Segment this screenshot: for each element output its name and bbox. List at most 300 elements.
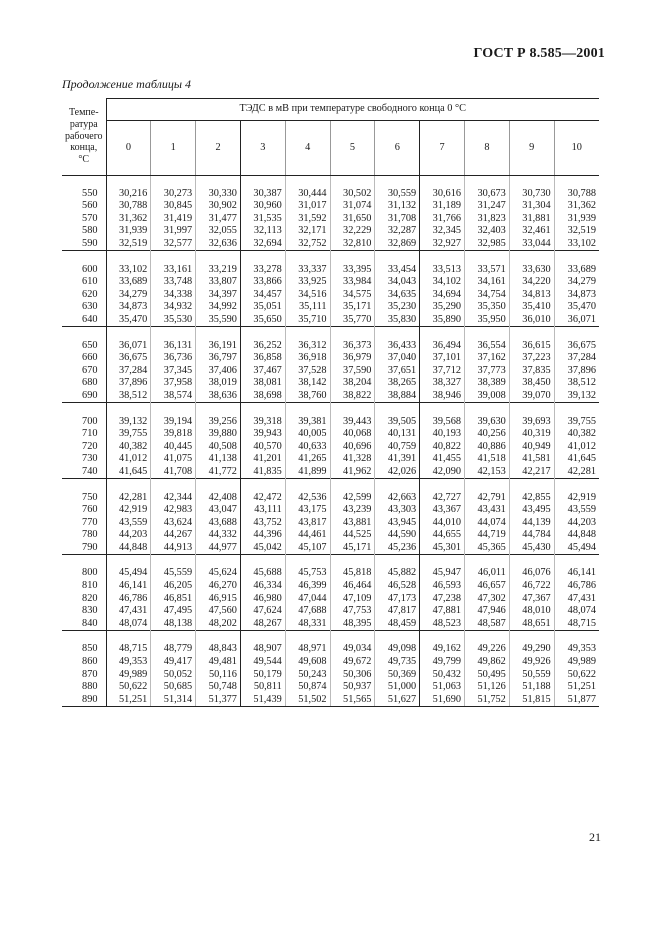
- emf-value-cell: 34,161: [465, 276, 510, 289]
- emf-value-cell: 33,044: [509, 238, 554, 251]
- emf-value-cell: 45,882: [375, 567, 420, 580]
- emf-value-cell: 41,645: [554, 453, 599, 466]
- emf-value-cell: 37,958: [151, 377, 196, 390]
- table-row: [62, 669, 599, 682]
- row-header-line: рабочего: [64, 130, 103, 142]
- emf-value-cell: 48,523: [420, 618, 465, 631]
- emf-value-cell: 36,131: [151, 339, 196, 352]
- emf-value-cell: 49,353: [106, 656, 151, 669]
- emf-value-cell: 32,519: [106, 238, 151, 251]
- emf-value-cell: 50,306: [330, 669, 375, 682]
- emf-value-cell: 39,443: [330, 415, 375, 428]
- emf-value-cell: 41,518: [465, 453, 510, 466]
- emf-value-cell: 40,696: [330, 441, 375, 454]
- temperature-cell: 580: [62, 225, 106, 238]
- emf-value-cell: 44,203: [554, 517, 599, 530]
- emf-value-cell: 47,688: [285, 605, 330, 618]
- emf-value-cell: 30,273: [151, 188, 196, 201]
- emf-value-cell: 50,748: [196, 681, 241, 694]
- emf-value-cell: 51,627: [375, 694, 420, 707]
- table-row: [62, 365, 599, 378]
- emf-value-cell: 51,877: [554, 694, 599, 707]
- emf-value-cell: 44,655: [420, 529, 465, 542]
- emf-value-cell: 45,753: [285, 567, 330, 580]
- emf-value-cell: 42,791: [465, 491, 510, 504]
- group-spacer: [62, 251, 599, 264]
- column-header: 6: [375, 121, 420, 176]
- emf-value-cell: 44,139: [509, 517, 554, 530]
- emf-value-cell: 42,855: [509, 491, 554, 504]
- temperature-cell: 730: [62, 453, 106, 466]
- group-spacer: [62, 327, 599, 340]
- emf-value-cell: 43,752: [240, 517, 285, 530]
- emf-value-cell: 31,939: [554, 213, 599, 226]
- emf-value-cell: 51,377: [196, 694, 241, 707]
- table-row: [62, 593, 599, 606]
- table-row: [62, 542, 599, 555]
- emf-value-cell: 48,651: [509, 618, 554, 631]
- emf-value-cell: 50,937: [330, 681, 375, 694]
- emf-value-cell: 31,881: [509, 213, 554, 226]
- emf-value-cell: 32,519: [554, 225, 599, 238]
- emf-value-cell: 31,708: [375, 213, 420, 226]
- emf-value-cell: 33,748: [151, 276, 196, 289]
- emf-value-cell: 50,622: [554, 669, 599, 682]
- table-row: [62, 238, 599, 251]
- temperature-cell: 880: [62, 681, 106, 694]
- temperature-cell: 560: [62, 200, 106, 213]
- emf-value-cell: 34,220: [509, 276, 554, 289]
- emf-value-cell: 48,587: [465, 618, 510, 631]
- column-header: 3: [240, 121, 285, 176]
- emf-value-cell: 48,779: [151, 643, 196, 656]
- table-row: [62, 339, 599, 352]
- emf-value-cell: 31,997: [151, 225, 196, 238]
- emf-value-cell: 42,919: [106, 504, 151, 517]
- emf-value-cell: 47,817: [375, 605, 420, 618]
- emf-value-cell: 36,615: [509, 339, 554, 352]
- emf-value-cell: 38,512: [554, 377, 599, 390]
- emf-value-cell: 39,505: [375, 415, 420, 428]
- table-row: [62, 263, 599, 276]
- emf-value-cell: 37,712: [420, 365, 465, 378]
- emf-value-cell: 37,040: [375, 352, 420, 365]
- table-row: [62, 415, 599, 428]
- emf-group-header: ТЭДС в мВ при температуре свободного конца 0 °С: [106, 99, 599, 121]
- emf-value-cell: 46,528: [375, 580, 420, 593]
- temperature-cell: 640: [62, 314, 106, 327]
- table-row: [62, 491, 599, 504]
- column-header: 7: [420, 121, 465, 176]
- emf-value-cell: 41,201: [240, 453, 285, 466]
- emf-value-cell: 44,267: [151, 529, 196, 542]
- emf-value-cell: 39,880: [196, 428, 241, 441]
- temperature-cell: 590: [62, 238, 106, 251]
- emf-value-cell: 49,799: [420, 656, 465, 669]
- emf-value-cell: 47,109: [330, 593, 375, 606]
- temperature-cell: 780: [62, 529, 106, 542]
- column-header: 8: [465, 121, 510, 176]
- emf-value-cell: 41,012: [554, 441, 599, 454]
- emf-value-cell: 41,835: [240, 466, 285, 479]
- table-row: [62, 694, 599, 707]
- emf-value-cell: 44,332: [196, 529, 241, 542]
- emf-value-cell: 43,688: [196, 517, 241, 530]
- emf-value-cell: 33,807: [196, 276, 241, 289]
- table-row: [62, 377, 599, 390]
- emf-value-cell: 42,983: [151, 504, 196, 517]
- emf-value-cell: 37,467: [240, 365, 285, 378]
- emf-value-cell: 44,590: [375, 529, 420, 542]
- emf-value-cell: 48,267: [240, 618, 285, 631]
- emf-value-cell: 31,939: [106, 225, 151, 238]
- emf-value-cell: 50,874: [285, 681, 330, 694]
- table-body: [62, 175, 599, 707]
- column-header: 4: [285, 121, 330, 176]
- emf-value-cell: 34,932: [151, 301, 196, 314]
- emf-value-cell: 51,188: [509, 681, 554, 694]
- emf-value-cell: 34,694: [420, 289, 465, 302]
- emf-value-cell: 46,076: [509, 567, 554, 580]
- emf-value-cell: 31,074: [330, 200, 375, 213]
- emf-value-cell: 38,265: [375, 377, 420, 390]
- emf-value-cell: 39,318: [240, 415, 285, 428]
- emf-value-cell: 34,754: [465, 289, 510, 302]
- emf-value-cell: 35,830: [375, 314, 420, 327]
- emf-value-cell: 43,431: [465, 504, 510, 517]
- table-row: [62, 681, 599, 694]
- table-row: [62, 504, 599, 517]
- standard-designation: ГОСТ Р 8.585—2001: [473, 46, 605, 61]
- emf-value-cell: 43,303: [375, 504, 420, 517]
- group-spacer: [62, 479, 599, 492]
- emf-value-cell: 38,019: [196, 377, 241, 390]
- temperature-cell: 600: [62, 263, 106, 276]
- emf-value-cell: 30,616: [420, 188, 465, 201]
- emf-value-cell: 47,044: [285, 593, 330, 606]
- emf-value-cell: 36,797: [196, 352, 241, 365]
- emf-value-cell: 39,755: [106, 428, 151, 441]
- emf-value-cell: 38,636: [196, 390, 241, 403]
- emf-value-cell: 33,102: [106, 263, 151, 276]
- emf-value-cell: 34,397: [196, 289, 241, 302]
- emf-value-cell: 46,270: [196, 580, 241, 593]
- emf-value-cell: 37,345: [151, 365, 196, 378]
- table-row: [62, 225, 599, 238]
- emf-value-cell: 37,651: [375, 365, 420, 378]
- emf-value-cell: 43,624: [151, 517, 196, 530]
- emf-value-cell: 40,382: [106, 441, 151, 454]
- emf-value-cell: 47,753: [330, 605, 375, 618]
- temperature-cell: 620: [62, 289, 106, 302]
- emf-value-cell: 31,650: [330, 213, 375, 226]
- emf-value-cell: 35,710: [285, 314, 330, 327]
- temperature-cell: 840: [62, 618, 106, 631]
- table-row: [62, 390, 599, 403]
- emf-value-cell: 32,171: [285, 225, 330, 238]
- emf-value-cell: 36,675: [106, 352, 151, 365]
- emf-value-cell: 49,098: [375, 643, 420, 656]
- temperature-cell: 650: [62, 339, 106, 352]
- emf-value-cell: 33,689: [554, 263, 599, 276]
- emf-value-cell: 33,337: [285, 263, 330, 276]
- emf-value-cell: 51,126: [465, 681, 510, 694]
- temperature-column-header: [62, 99, 106, 176]
- emf-value-cell: 33,984: [330, 276, 375, 289]
- emf-value-cell: 51,565: [330, 694, 375, 707]
- temperature-cell: 660: [62, 352, 106, 365]
- emf-value-cell: 31,304: [509, 200, 554, 213]
- row-header-line: Темпе-: [68, 107, 99, 118]
- emf-value-cell: 35,470: [106, 314, 151, 327]
- emf-value-cell: 49,989: [554, 656, 599, 669]
- temperature-cell: 550: [62, 188, 106, 201]
- emf-value-cell: 44,010: [420, 517, 465, 530]
- emf-value-cell: 30,788: [106, 200, 151, 213]
- emf-value-cell: 39,755: [554, 415, 599, 428]
- emf-value-cell: 44,848: [106, 542, 151, 555]
- emf-value-cell: 31,419: [151, 213, 196, 226]
- emf-value-cell: 39,256: [196, 415, 241, 428]
- emf-value-cell: 32,636: [196, 238, 241, 251]
- emf-value-cell: 50,559: [509, 669, 554, 682]
- column-header: 2: [196, 121, 241, 176]
- emf-value-cell: 51,752: [465, 694, 510, 707]
- emf-value-cell: 39,194: [151, 415, 196, 428]
- table-row: [62, 580, 599, 593]
- emf-value-cell: 50,369: [375, 669, 420, 682]
- emf-value-cell: 36,918: [285, 352, 330, 365]
- emf-value-cell: 45,947: [420, 567, 465, 580]
- emf-value-cell: 50,179: [240, 669, 285, 682]
- emf-value-cell: 40,005: [285, 428, 330, 441]
- group-spacer: [62, 631, 599, 644]
- column-header: 1: [151, 121, 196, 176]
- emf-value-cell: 51,690: [420, 694, 465, 707]
- emf-value-cell: 30,330: [196, 188, 241, 201]
- emf-value-cell: 32,985: [465, 238, 510, 251]
- emf-value-cell: 49,989: [106, 669, 151, 682]
- emf-value-cell: 44,396: [240, 529, 285, 542]
- table-row: [62, 656, 599, 669]
- emf-value-cell: 48,074: [106, 618, 151, 631]
- emf-value-cell: 47,431: [554, 593, 599, 606]
- emf-value-cell: 47,302: [465, 593, 510, 606]
- emf-value-cell: 44,977: [196, 542, 241, 555]
- emf-value-cell: 45,494: [554, 542, 599, 555]
- emf-value-cell: 40,068: [330, 428, 375, 441]
- emf-value-cell: 40,319: [509, 428, 554, 441]
- emf-value-cell: 41,581: [509, 453, 554, 466]
- emf-value-cell: 33,161: [151, 263, 196, 276]
- emf-value-cell: 44,203: [106, 529, 151, 542]
- emf-value-cell: 49,034: [330, 643, 375, 656]
- emf-value-cell: 44,461: [285, 529, 330, 542]
- emf-value-cell: 42,153: [465, 466, 510, 479]
- emf-value-cell: 36,858: [240, 352, 285, 365]
- emf-value-cell: 51,502: [285, 694, 330, 707]
- emf-value-cell: 39,568: [420, 415, 465, 428]
- emf-value-cell: 37,101: [420, 352, 465, 365]
- emf-value-cell: 32,752: [285, 238, 330, 251]
- emf-value-cell: 38,822: [330, 390, 375, 403]
- emf-value-cell: 37,406: [196, 365, 241, 378]
- emf-value-cell: 45,365: [465, 542, 510, 555]
- emf-value-cell: 37,223: [509, 352, 554, 365]
- emf-value-cell: 49,226: [465, 643, 510, 656]
- emf-value-cell: 31,362: [106, 213, 151, 226]
- emf-value-cell: 45,236: [375, 542, 420, 555]
- emf-value-cell: 50,243: [285, 669, 330, 682]
- emf-value-cell: 38,946: [420, 390, 465, 403]
- emf-value-cell: 46,141: [106, 580, 151, 593]
- page-number: 21: [589, 830, 601, 844]
- column-header: 9: [509, 121, 554, 176]
- emf-value-cell: 35,530: [151, 314, 196, 327]
- emf-value-cell: 51,251: [554, 681, 599, 694]
- emf-value-cell: 48,395: [330, 618, 375, 631]
- emf-value-cell: 37,896: [554, 365, 599, 378]
- emf-value-cell: 35,470: [554, 301, 599, 314]
- column-header-row: [62, 121, 599, 176]
- emf-value-cell: 45,430: [509, 542, 554, 555]
- emf-value-cell: 49,862: [465, 656, 510, 669]
- emf-value-cell: 40,949: [509, 441, 554, 454]
- emf-value-cell: 33,513: [420, 263, 465, 276]
- temperature-cell: 720: [62, 441, 106, 454]
- emf-value-cell: 34,279: [554, 276, 599, 289]
- emf-value-cell: 34,873: [106, 301, 151, 314]
- emf-value-cell: 40,633: [285, 441, 330, 454]
- temperature-cell: 670: [62, 365, 106, 378]
- emf-value-cell: 43,495: [509, 504, 554, 517]
- emf-value-cell: 37,284: [106, 365, 151, 378]
- emf-table: [62, 98, 599, 707]
- emf-value-cell: 31,017: [285, 200, 330, 213]
- emf-value-cell: 40,886: [465, 441, 510, 454]
- emf-value-cell: 32,055: [196, 225, 241, 238]
- emf-value-cell: 33,571: [465, 263, 510, 276]
- emf-value-cell: 41,962: [330, 466, 375, 479]
- emf-value-cell: 44,525: [330, 529, 375, 542]
- emf-value-cell: 49,672: [330, 656, 375, 669]
- table-continuation-caption: Продолжение таблицы 4: [62, 77, 192, 91]
- emf-value-cell: 32,113: [240, 225, 285, 238]
- table-row: [62, 276, 599, 289]
- table-row: [62, 441, 599, 454]
- emf-value-cell: 39,132: [106, 415, 151, 428]
- emf-value-cell: 43,367: [420, 504, 465, 517]
- table-row: [62, 529, 599, 542]
- emf-value-cell: 33,925: [285, 276, 330, 289]
- emf-value-cell: 45,042: [240, 542, 285, 555]
- temperature-cell: 690: [62, 390, 106, 403]
- emf-value-cell: 41,138: [196, 453, 241, 466]
- emf-value-cell: 45,494: [106, 567, 151, 580]
- emf-value-cell: 35,051: [240, 301, 285, 314]
- temperature-cell: 760: [62, 504, 106, 517]
- emf-value-cell: 31,132: [375, 200, 420, 213]
- emf-value-cell: 35,410: [509, 301, 554, 314]
- emf-value-cell: 37,528: [285, 365, 330, 378]
- emf-value-cell: 45,688: [240, 567, 285, 580]
- emf-value-cell: 49,544: [240, 656, 285, 669]
- emf-value-cell: 34,813: [509, 289, 554, 302]
- emf-value-cell: 30,960: [240, 200, 285, 213]
- temperature-cell: 790: [62, 542, 106, 555]
- emf-value-cell: 46,011: [465, 567, 510, 580]
- emf-value-cell: 48,331: [285, 618, 330, 631]
- emf-value-cell: 40,570: [240, 441, 285, 454]
- table-row: [62, 213, 599, 226]
- emf-value-cell: 37,590: [330, 365, 375, 378]
- emf-value-cell: 47,238: [420, 593, 465, 606]
- emf-value-cell: 50,811: [240, 681, 285, 694]
- emf-value-cell: 40,508: [196, 441, 241, 454]
- temperature-cell: 570: [62, 213, 106, 226]
- emf-value-cell: 41,899: [285, 466, 330, 479]
- emf-value-cell: 35,290: [420, 301, 465, 314]
- emf-value-cell: 32,461: [509, 225, 554, 238]
- emf-value-cell: 37,896: [106, 377, 151, 390]
- emf-value-cell: 41,012: [106, 453, 151, 466]
- temperature-cell: 810: [62, 580, 106, 593]
- emf-value-cell: 46,915: [196, 593, 241, 606]
- emf-value-cell: 32,229: [330, 225, 375, 238]
- emf-value-cell: 38,450: [509, 377, 554, 390]
- emf-value-cell: 42,026: [375, 466, 420, 479]
- emf-value-cell: 36,494: [420, 339, 465, 352]
- emf-value-cell: 41,455: [420, 453, 465, 466]
- emf-value-cell: 46,722: [509, 580, 554, 593]
- emf-value-cell: 33,866: [240, 276, 285, 289]
- emf-value-cell: 31,766: [420, 213, 465, 226]
- emf-value-cell: 37,162: [465, 352, 510, 365]
- emf-value-cell: 48,971: [285, 643, 330, 656]
- emf-value-cell: 49,162: [420, 643, 465, 656]
- emf-value-cell: 35,590: [196, 314, 241, 327]
- emf-value-cell: 39,818: [151, 428, 196, 441]
- emf-value-cell: 34,873: [554, 289, 599, 302]
- table-row: [62, 301, 599, 314]
- emf-value-cell: 47,946: [465, 605, 510, 618]
- emf-value-cell: 48,715: [554, 618, 599, 631]
- emf-value-cell: 34,338: [151, 289, 196, 302]
- emf-value-cell: 42,536: [285, 491, 330, 504]
- emf-value-cell: 48,010: [509, 605, 554, 618]
- emf-value-cell: 42,217: [509, 466, 554, 479]
- emf-value-cell: 38,884: [375, 390, 420, 403]
- emf-value-cell: 40,445: [151, 441, 196, 454]
- table-row: [62, 453, 599, 466]
- emf-value-cell: 47,173: [375, 593, 420, 606]
- emf-value-cell: 44,848: [554, 529, 599, 542]
- table-row: [62, 188, 599, 201]
- emf-value-cell: 51,000: [375, 681, 420, 694]
- group-spacer: [62, 175, 599, 188]
- emf-value-cell: 31,189: [420, 200, 465, 213]
- temperature-cell: 850: [62, 643, 106, 656]
- emf-value-cell: 42,281: [554, 466, 599, 479]
- temperature-cell: 890: [62, 694, 106, 707]
- emf-value-cell: 41,265: [285, 453, 330, 466]
- emf-value-cell: 43,881: [330, 517, 375, 530]
- emf-value-cell: 47,881: [420, 605, 465, 618]
- emf-value-cell: 34,575: [330, 289, 375, 302]
- table-row: [62, 567, 599, 580]
- emf-value-cell: 35,950: [465, 314, 510, 327]
- table-row: [62, 466, 599, 479]
